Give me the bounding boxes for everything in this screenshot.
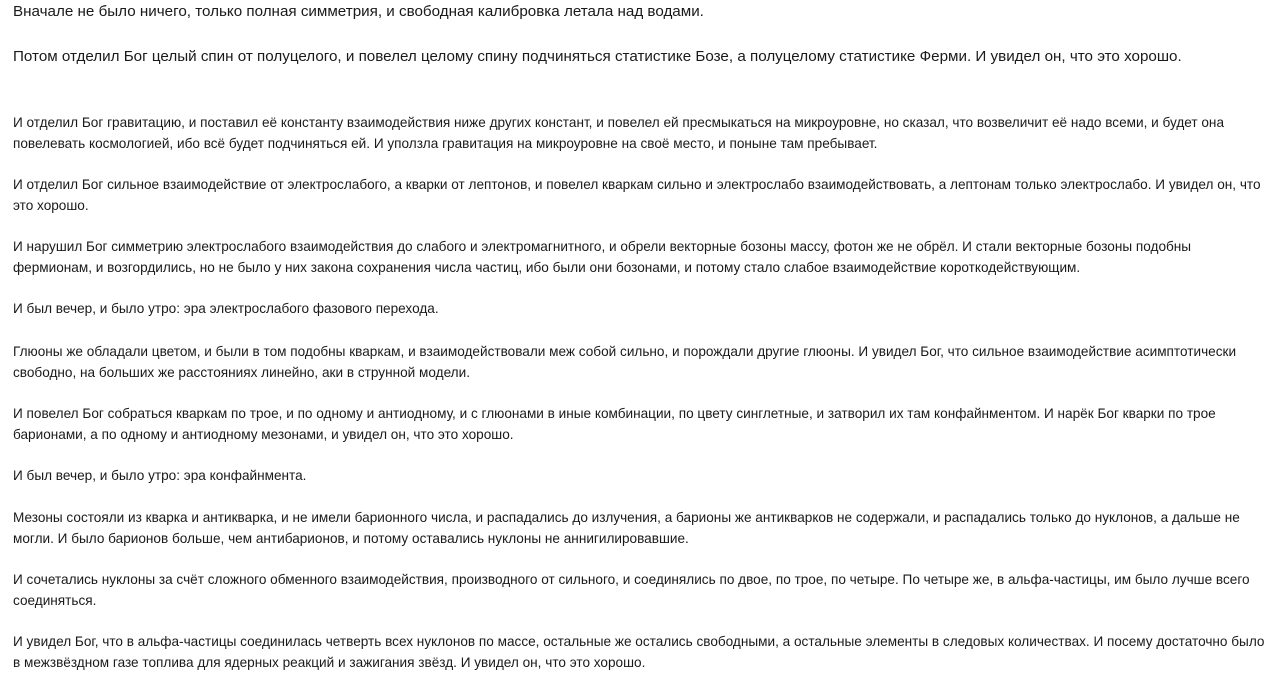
paragraph: Мезоны состояли из кварка и антикварка, и не имели барионного числа, и распадались до излучения, а барионы же антикварков не содержали, и распадались только до нуклонов, а дальше не могли. И было барионов больше, чем антибарионов, и потому оставались нуклоны не аннигилировавшие. bbox=[13, 510, 1240, 546]
paragraph: И увидел Бог, что в альфа-частицы соединилась четверть всех нуклонов по массе, остальные же остались свободными, а остальные элементы в следовых количествах. И посему достаточно было в межзвёздном газе топлива для ядерных реакций и зажигания звёзд. И увидел он, что это хорошо. bbox=[13, 634, 1265, 670]
paragraph: И отделил Бог сильное взаимодействие от электрослабого, а кварки от лептонов, и повелел кваркам сильно и электрослабо взаимодействовать, а лептонам только электрослабо. И увидел он, что это хорошо. bbox=[13, 177, 1261, 213]
paragraph: И отделил Бог гравитацию, и поставил её константу взаимодействия ниже других констант, и повелел ей пресмыкаться на микроуровне, но сказал, что возвеличит её надо всеми, и будет она повелевать космологией, ибо всё будет подчиняться ей. И уползла гравитация на микроуровне на своё место, и поныне там пребывает. bbox=[13, 115, 1225, 151]
paragraph: И был вечер, и было утро: эра электрослабого фазового перехода. bbox=[13, 301, 439, 316]
paragraph: И повелел Бог собраться кваркам по трое, и по одному и антиодному, и с глюонами в иные комбинации, по цвету синглетные, и затворил их там конфайнментом. И нарёк Бог кварки по трое барионами, а по одному и антиодному мезонами, и увидел он, что это хорошо. bbox=[13, 406, 1216, 442]
paragraph: И был вечер, и было утро: эра конфайнмента. bbox=[13, 468, 307, 483]
paragraph: Потом отделил Бог целый спин от полуцелого, и повелел целому спину подчиняться статистике Бозе, а полуцелому статистике Ферми. И увидел он, что это хорошо. bbox=[13, 48, 1182, 65]
paragraph: И нарушил Бог симметрию электрослабого взаимодействия до слабого и электромагнитного, и обрели векторные бозоны массу, фотон же не обрёл. И стали векторные бозоны подобны фермионам, и возгордились, но не было у них закона сохранения числа частиц, ибо были они бозонами, и потому стало слабое взаимодействие короткодействующим. bbox=[13, 239, 1192, 275]
paragraph: Глюоны же обладали цветом, и были в том подобны кваркам, и взаимодействовали меж собой сильно, и порождали другие глюоны. И увидел Бог, что сильное взаимодействие асимптотически свободно, на больших же расстояниях линейно, аки в струнной модели. bbox=[13, 344, 1237, 380]
paragraph: И сочетались нуклоны за счёт сложного обменного взаимодействия, производного от сильного, и соединялись по двое, по трое, по четыре. По четыре же, в альфа-частицы, им было лучше всего соединяться. bbox=[13, 572, 1250, 608]
paragraph: Вначале не было ничего, только полная симметрия, и свободная калибровка летала над водами. bbox=[13, 3, 704, 20]
